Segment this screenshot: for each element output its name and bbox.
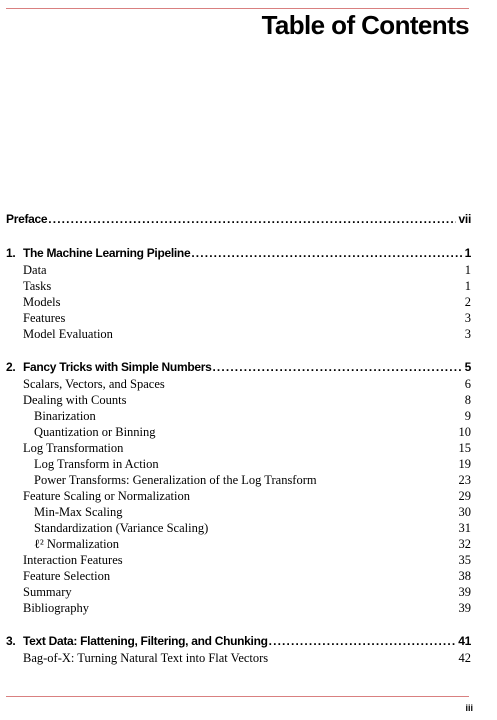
dot-leader	[269, 634, 456, 648]
toc-page-number: 3	[464, 311, 471, 325]
section-title: Summary	[23, 585, 72, 599]
toc-page-number: 9	[464, 409, 471, 423]
toc-page-number: 2	[464, 295, 471, 309]
toc-section[interactable]	[6, 601, 471, 616]
toc-page-number: 15	[458, 441, 471, 455]
section-title: Models	[23, 295, 61, 309]
chapter-number: 1.	[6, 246, 16, 260]
toc-page-number: 31	[458, 521, 471, 535]
section-title: Feature Scaling or Normalization	[23, 489, 190, 503]
toc-page-number: 1	[464, 246, 471, 260]
section-title: Power Transforms: Generalization of the Log Transform	[34, 473, 317, 487]
section-title: Scalars, Vectors, and Spaces	[23, 377, 165, 391]
toc-page-number: 6	[464, 377, 471, 391]
toc-entry-title: Preface	[6, 212, 48, 226]
section-title: Dealing with Counts	[23, 393, 127, 407]
toc-subsection[interactable]	[6, 409, 471, 424]
toc-subsection[interactable]	[6, 425, 471, 440]
toc-page-number: 39	[458, 585, 471, 599]
toc-section[interactable]	[6, 279, 471, 294]
section-title: Bibliography	[23, 601, 89, 615]
toc-page-number: 29	[458, 489, 471, 503]
toc-page-number: 35	[458, 553, 471, 567]
bottom-rule	[6, 696, 469, 697]
section-title: Min-Max Scaling	[34, 505, 123, 519]
toc-section[interactable]	[6, 585, 471, 600]
section-title: Log Transformation	[23, 441, 124, 455]
toc-page-number: 23	[458, 473, 471, 487]
toc-section[interactable]	[6, 441, 471, 456]
toc-subsection[interactable]	[6, 521, 471, 536]
toc-subsection[interactable]	[6, 473, 471, 488]
chapter-number: 2.	[6, 360, 16, 374]
toc-page-number: 41	[458, 634, 471, 648]
dot-leader	[191, 246, 461, 260]
dot-leader	[212, 360, 461, 374]
toc-subsection[interactable]	[6, 457, 471, 472]
section-title: Binarization	[34, 409, 96, 423]
toc-section[interactable]	[6, 489, 471, 504]
toc-section[interactable]	[6, 393, 471, 408]
toc-entry-preface[interactable]	[6, 212, 471, 226]
toc-subsection[interactable]	[6, 505, 471, 520]
dot-leader	[48, 212, 455, 226]
section-title: Features	[23, 311, 66, 325]
section-title: Data	[23, 263, 47, 277]
toc-chapter-3[interactable]	[6, 634, 471, 648]
toc-section[interactable]	[6, 651, 471, 666]
section-title: ℓ² Normalization	[34, 537, 120, 551]
toc-section[interactable]	[6, 327, 471, 342]
toc-section[interactable]	[6, 311, 471, 326]
toc-chapter-1[interactable]	[6, 246, 471, 260]
toc-page-number: 3	[464, 327, 471, 341]
toc-page-number: 5	[464, 360, 471, 374]
page-title: Table of Contents	[261, 10, 469, 40]
toc-section[interactable]	[6, 295, 471, 310]
toc-page-number: vii	[458, 212, 471, 226]
toc-page-number: 32	[458, 537, 471, 551]
section-title: Model Evaluation	[23, 327, 113, 341]
section-title: Quantization or Binning	[34, 425, 156, 439]
toc-subsection[interactable]	[6, 537, 471, 552]
toc-section[interactable]	[6, 569, 471, 584]
toc-page-number: 8	[464, 393, 471, 407]
toc-section[interactable]	[6, 377, 471, 392]
toc-page-number: 39	[458, 601, 471, 615]
toc-page-number: 42	[458, 651, 471, 665]
page-folio: iii	[465, 703, 473, 713]
chapter-title: The Machine Learning Pipeline	[23, 246, 191, 260]
chapter-title: Text Data: Flattening, Filtering, and Chunking	[23, 634, 268, 648]
section-title: Feature Selection	[23, 569, 111, 583]
toc-page-number: 19	[458, 457, 471, 471]
section-title: Bag-of-X: Turning Natural Text into Flat Vectors	[23, 651, 269, 665]
chapter-number: 3.	[6, 634, 16, 648]
toc-page-number: 1	[464, 279, 471, 293]
toc-page-number: 1	[464, 263, 471, 277]
toc-section[interactable]	[6, 553, 471, 568]
toc-page-number: 10	[458, 425, 471, 439]
section-title: Tasks	[23, 279, 52, 293]
section-title: Log Transform in Action	[34, 457, 159, 471]
top-rule	[6, 8, 469, 9]
section-title: Interaction Features	[23, 553, 123, 567]
section-title: Standardization (Variance Scaling)	[34, 521, 209, 535]
toc-page-number: 30	[458, 505, 471, 519]
toc-page-number: 38	[458, 569, 471, 583]
toc-section[interactable]	[6, 263, 471, 278]
toc-chapter-2[interactable]	[6, 360, 471, 374]
chapter-title: Fancy Tricks with Simple Numbers	[23, 360, 212, 374]
